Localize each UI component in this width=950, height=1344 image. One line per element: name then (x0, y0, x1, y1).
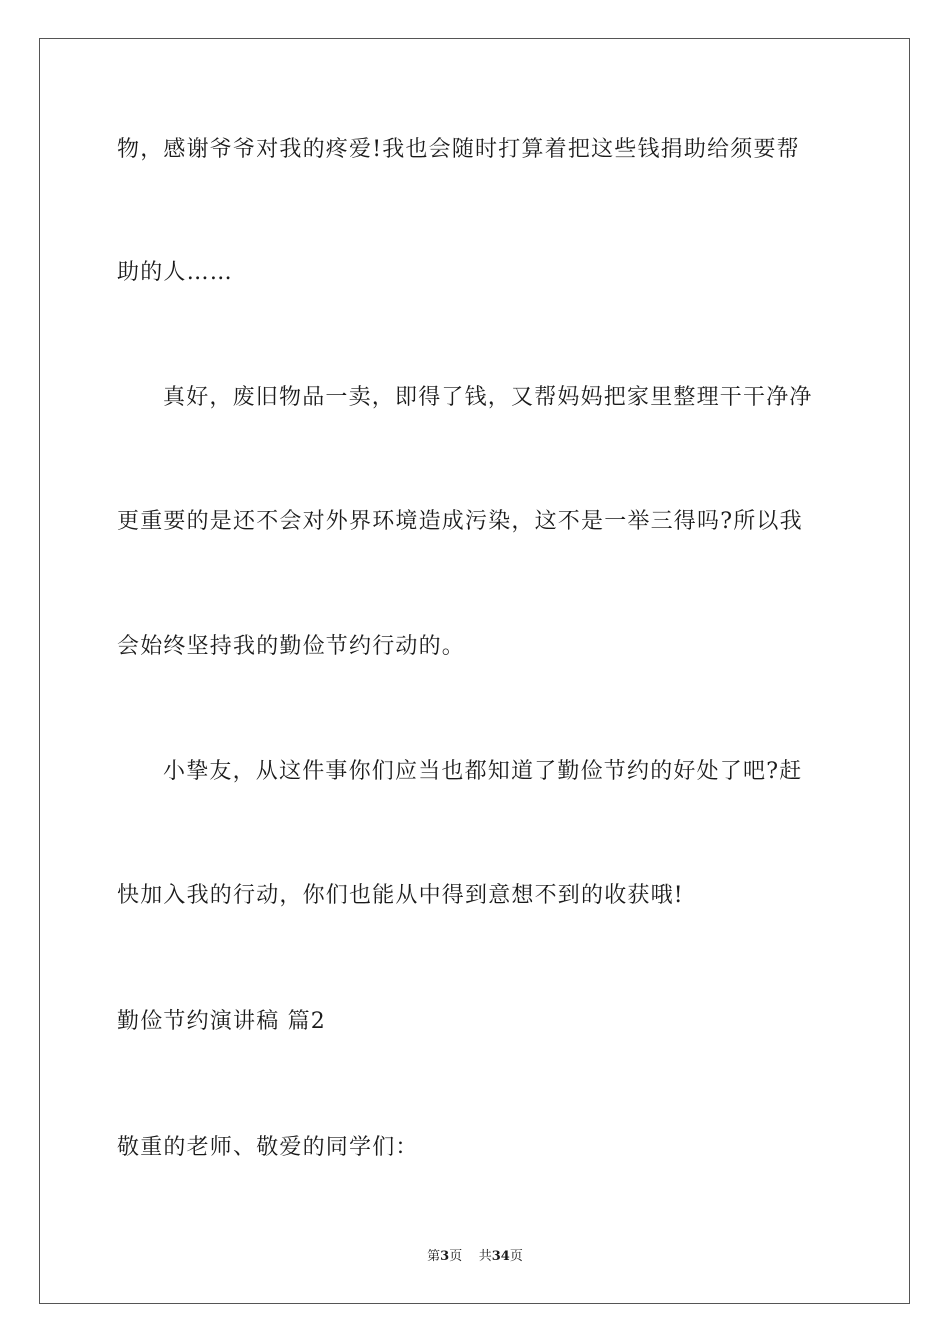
text-line: 助的人…… (117, 260, 234, 285)
footer-total-pages: 34 (491, 1249, 510, 1264)
text-line: 更重要的是还不会对外界环境造成污染，这不是一举三得吗?所以我 (117, 509, 803, 534)
text-line: 物，感谢爷爷对我的疼爱!我也会随时打算着把这些钱捐助给须要帮 (117, 137, 800, 162)
page-footer (0, 1248, 950, 1266)
page-border (39, 38, 910, 1304)
text-line: 会始终坚持我的勤俭节约行动的。 (117, 634, 466, 659)
footer-page-prefix: 第 (427, 1249, 441, 1264)
paragraph-first-line: 小挚友，从这件事你们应当也都知道了勤俭节约的好处了吧?赶 (163, 759, 803, 784)
paragraph-first-line: 真好，废旧物品一卖，即得了钱，又帮妈妈把家里整理干干净净 (163, 385, 813, 410)
salutation-line: 敬重的老师、敬爱的同学们： (117, 1135, 419, 1160)
text-line: 快加入我的行动，你们也能从中得到意想不到的收获哦! (117, 883, 684, 908)
footer-total-prefix: 共 (478, 1249, 492, 1264)
section-heading: 勤俭节约演讲稿 篇2 (117, 1009, 326, 1034)
footer-page-suffix: 页 (449, 1249, 463, 1264)
footer-total-suffix: 页 (509, 1249, 523, 1264)
footer-page-number: 3 (440, 1249, 450, 1264)
